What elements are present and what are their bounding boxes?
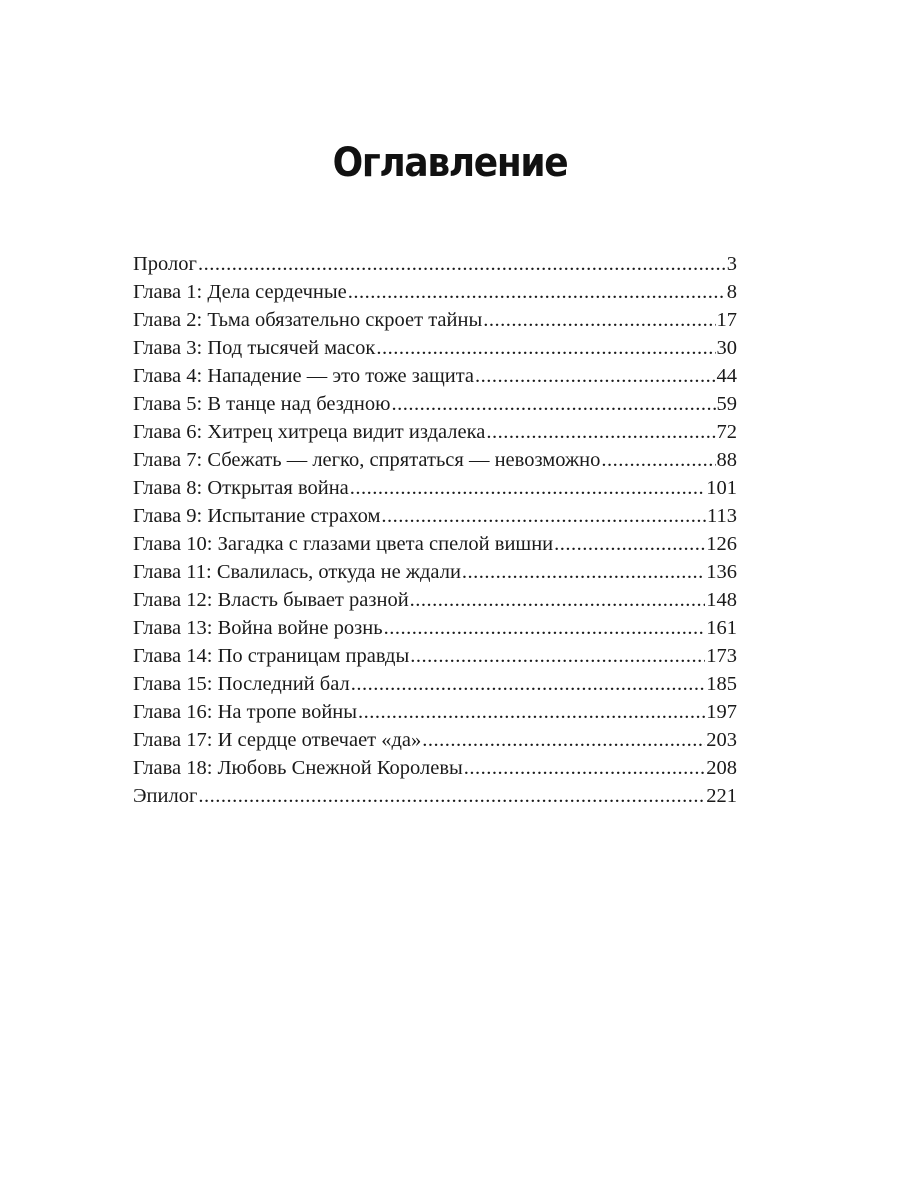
- toc-entry-title: Глава 2: Тьма обязательно скроет тайны: [133, 309, 483, 331]
- dot-leader: [601, 446, 715, 474]
- toc-entry-title: Глава 6: Хитрец хитреца видит издалека: [133, 421, 486, 443]
- table-of-contents: [133, 250, 737, 810]
- dot-leader: [410, 642, 705, 670]
- toc-entry: [133, 250, 737, 278]
- toc-entry-title: Глава 11: Свалилась, откуда не ждали: [133, 561, 461, 583]
- toc-entry-page: 161: [706, 617, 737, 639]
- dot-leader: [198, 250, 726, 278]
- dot-leader: [464, 754, 705, 782]
- toc-entry-title: Глава 10: Загадка с глазами цвета спелой вишни: [133, 533, 554, 555]
- toc-entry: [133, 474, 737, 502]
- toc-entry: [133, 530, 737, 558]
- toc-entry: [133, 362, 737, 390]
- toc-entry-title: Глава 7: Сбежать — легко, спрятаться — невозможно: [133, 449, 601, 471]
- toc-entry-page: 88: [716, 449, 737, 471]
- toc-entry-page: 8: [726, 281, 737, 303]
- toc-entry-page: 72: [716, 421, 737, 443]
- toc-entry: [133, 642, 737, 670]
- toc-entry-title: Глава 14: По страницам правды: [133, 645, 410, 667]
- page-title: Оглавление: [332, 140, 568, 186]
- toc-entry-title: Эпилог: [133, 785, 198, 807]
- toc-entry-title: Глава 4: Нападение — это тоже защита: [133, 365, 475, 387]
- toc-entry: [133, 726, 737, 754]
- toc-entry: [133, 586, 737, 614]
- toc-entry: [133, 278, 737, 306]
- toc-entry-title: Глава 5: В танце над бездною: [133, 393, 391, 415]
- toc-entry-page: 44: [716, 365, 737, 387]
- toc-entry-title: Глава 3: Под тысячей масок: [133, 337, 376, 359]
- dot-leader: [391, 390, 715, 418]
- toc-entry-title: Глава 18: Любовь Снежной Королевы: [133, 757, 463, 779]
- toc-entry-title: Пролог: [133, 253, 197, 275]
- toc-entry: [133, 782, 737, 810]
- dot-leader: [358, 698, 705, 726]
- toc-entry-page: 30: [716, 337, 737, 359]
- toc-entry-title: Глава 8: Открытая война: [133, 477, 349, 499]
- dot-leader: [462, 558, 705, 586]
- toc-entry: [133, 446, 737, 474]
- dot-leader: [475, 362, 715, 390]
- dot-leader: [351, 670, 706, 698]
- dot-leader: [348, 278, 726, 306]
- toc-entry-title: Глава 15: Последний бал: [133, 673, 350, 695]
- toc-entry-page: 59: [716, 393, 737, 415]
- dot-leader: [384, 614, 706, 642]
- toc-entry: [133, 306, 737, 334]
- toc-entry-title: Глава 16: На тропе войны: [133, 701, 358, 723]
- dot-leader: [483, 306, 715, 334]
- toc-entry-title: Глава 12: Власть бывает разной: [133, 589, 409, 611]
- dot-leader: [410, 586, 706, 614]
- toc-entry: [133, 614, 737, 642]
- toc-entry: [133, 502, 737, 530]
- dot-leader: [554, 530, 705, 558]
- toc-entry-title: Глава 9: Испытание страхом: [133, 505, 381, 527]
- toc-entry-page: 17: [716, 309, 737, 331]
- toc-entry-title: Глава 13: Война войне рознь: [133, 617, 383, 639]
- toc-entry: [133, 670, 737, 698]
- toc-entry-page: 148: [706, 589, 737, 611]
- toc-entry-page: 126: [706, 533, 737, 555]
- toc-entry-page: 101: [706, 477, 737, 499]
- dot-leader: [486, 418, 715, 446]
- dot-leader: [198, 782, 705, 810]
- toc-entry-page: 221: [706, 785, 737, 807]
- toc-entry-page: 3: [726, 253, 737, 275]
- dot-leader: [381, 502, 706, 530]
- toc-entry: [133, 390, 737, 418]
- dot-leader: [350, 474, 705, 502]
- toc-entry: [133, 418, 737, 446]
- toc-entry: [133, 754, 737, 782]
- dot-leader: [422, 726, 705, 754]
- toc-entry: [133, 334, 737, 362]
- toc-entry-title: Глава 1: Дела сердечные: [133, 281, 347, 303]
- toc-entry-page: 208: [706, 757, 737, 779]
- toc-entry-page: 173: [706, 645, 737, 667]
- toc-entry-page: 136: [706, 561, 737, 583]
- toc-entry: [133, 698, 737, 726]
- toc-entry-page: 203: [706, 729, 737, 751]
- toc-entry: [133, 558, 737, 586]
- dot-leader: [376, 334, 715, 362]
- toc-entry-page: 185: [706, 673, 737, 695]
- toc-entry-page: 113: [707, 505, 737, 527]
- toc-entry-page: 197: [706, 701, 737, 723]
- toc-entry-title: Глава 17: И сердце отвечает «да»: [133, 729, 422, 751]
